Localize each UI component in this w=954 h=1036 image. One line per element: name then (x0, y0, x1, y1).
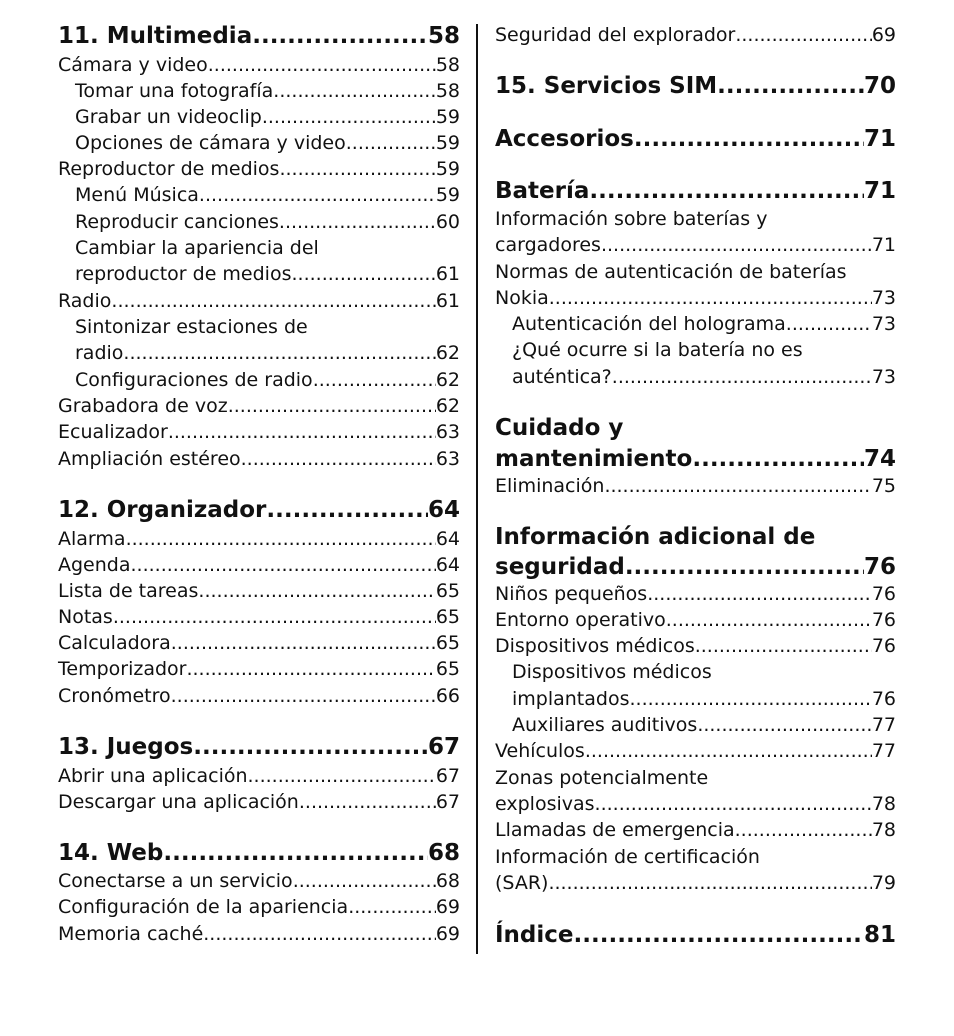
toc-entry-title: Auxiliares auditivos (512, 714, 698, 736)
page-number: 68 (435, 870, 460, 892)
toc-entry[interactable] (58, 450, 460, 469)
page-number: 59 (435, 132, 460, 154)
dot-leader (279, 160, 435, 179)
page-number: 62 (435, 342, 460, 364)
dot-leader (299, 793, 436, 812)
dot-leader (198, 582, 435, 601)
toc-entry-title: Grabar un videoclip (75, 106, 262, 128)
toc-entry[interactable] (495, 236, 896, 255)
toc-entry[interactable] (495, 477, 896, 496)
page-number: 68 (427, 840, 460, 866)
page-number: 58 (435, 54, 460, 76)
toc-entry-title: mantenimiento (495, 446, 693, 472)
page-number: 69 (871, 24, 896, 46)
toc-entry[interactable] (512, 716, 896, 735)
page-number: 69 (435, 923, 460, 945)
toc-chapter-entry[interactable] (58, 842, 460, 865)
page-number: 62 (435, 395, 460, 417)
dot-leader (171, 687, 436, 706)
page-number: 73 (871, 287, 896, 309)
toc-chapter-entry[interactable] (495, 180, 896, 203)
toc-entry[interactable] (495, 26, 896, 45)
page-number: 59 (435, 184, 460, 206)
column-divider (476, 24, 478, 954)
toc-entry-title: Entorno operativo (495, 609, 666, 631)
toc-entry-title: Reproductor de medios (58, 158, 280, 180)
page-number: 79 (871, 872, 896, 894)
dot-leader (123, 344, 435, 363)
dot-leader (248, 767, 436, 786)
toc-entry-title: Descargar una aplicación (58, 791, 299, 813)
toc-entry-title-line1: ¿Qué ocurre si la batería no es (512, 339, 803, 361)
toc-entry[interactable] (75, 134, 460, 153)
toc-entry[interactable] (75, 186, 460, 205)
dot-leader (574, 924, 864, 947)
toc-entry[interactable] (58, 56, 460, 75)
toc-entry[interactable] (58, 556, 460, 575)
toc-entry[interactable] (58, 925, 460, 944)
dot-leader (193, 736, 428, 759)
toc-entry-title: reproductor de medios (75, 263, 292, 285)
toc-entry-title-line1: Información sobre baterías y (495, 208, 768, 230)
page-number: 74 (863, 446, 896, 472)
toc-entry-title: 12. Organizador (58, 497, 267, 523)
toc-entry[interactable] (75, 371, 460, 390)
toc-entry[interactable] (512, 690, 896, 709)
toc-entry[interactable] (495, 795, 896, 814)
toc-chapter-entry[interactable] (495, 556, 896, 579)
dot-leader (601, 236, 872, 255)
toc-chapter-entry[interactable] (495, 924, 896, 947)
toc-entry[interactable] (58, 793, 460, 812)
page-number: 73 (871, 366, 896, 388)
toc-entry-title: cargadores (495, 234, 601, 256)
toc-entry[interactable] (495, 289, 896, 308)
toc-entry-title: Autenticación del holograma (512, 313, 786, 335)
dot-leader (168, 423, 436, 442)
dot-leader (131, 556, 436, 575)
dot-leader (595, 795, 872, 814)
toc-entry-title: Dispositivos médicos (495, 635, 695, 657)
page-number: 70 (863, 73, 896, 99)
page-number: 66 (435, 685, 460, 707)
dot-leader (549, 289, 872, 308)
toc-entry-title-line1: Dispositivos médicos (512, 661, 712, 683)
dot-leader (548, 874, 871, 893)
dot-leader (697, 716, 872, 735)
toc-entry[interactable] (58, 160, 460, 179)
toc-entry-title: auténtica? (512, 366, 612, 388)
toc-entry-title: (SAR) (495, 872, 549, 894)
toc-entry-title: Configuraciones de radio (75, 369, 313, 391)
toc-entry[interactable] (495, 585, 896, 604)
dot-leader (228, 397, 436, 416)
toc-entry-title: Ecualizador (58, 421, 168, 443)
toc-entry[interactable] (58, 292, 460, 311)
dot-leader (585, 742, 872, 761)
dot-leader (630, 690, 872, 709)
page-number: 71 (871, 234, 896, 256)
toc-entry[interactable] (75, 213, 460, 232)
dot-leader (625, 556, 864, 579)
dot-leader (203, 925, 436, 944)
dot-leader (279, 213, 436, 232)
toc-entry[interactable] (495, 742, 896, 761)
toc-entry-title: Vehículos (495, 740, 585, 762)
page-number: 76 (863, 554, 896, 580)
toc-entry-title: Menú Música (75, 184, 199, 206)
page-number: 64 (435, 554, 460, 576)
dot-leader (735, 26, 871, 45)
toc-entry-title: seguridad (495, 554, 625, 580)
toc-entry[interactable] (58, 872, 460, 891)
page-number: 64 (435, 528, 460, 550)
dot-leader (604, 477, 871, 496)
dot-leader (292, 265, 436, 284)
dot-leader (113, 608, 436, 627)
toc-entry-title: 13. Juegos (58, 734, 194, 760)
toc-chapter-entry[interactable] (495, 448, 896, 471)
dot-leader (346, 134, 436, 153)
toc-entry-title: Alarma (58, 528, 126, 550)
dot-leader (262, 108, 436, 127)
page-number: 59 (435, 158, 460, 180)
dot-leader (692, 448, 864, 471)
page-number: 76 (871, 635, 896, 657)
toc-entry-title: implantados (512, 688, 630, 710)
dot-leader (111, 292, 435, 311)
toc-entry-title: Reproducir canciones (75, 211, 279, 233)
toc-entry-title: Abrir una aplicación (58, 765, 248, 787)
toc-entry[interactable] (58, 898, 460, 917)
page-number: 76 (871, 583, 896, 605)
toc-entry-title: radio (75, 342, 124, 364)
dot-leader (612, 368, 872, 387)
dot-leader (348, 898, 436, 917)
dot-leader (666, 611, 872, 630)
toc-entry[interactable] (58, 397, 460, 416)
toc-entry-title: Agenda (58, 554, 131, 576)
dot-leader (241, 450, 436, 469)
toc-entry[interactable] (75, 82, 460, 101)
page-number: 61 (435, 290, 460, 312)
toc-entry[interactable] (495, 611, 896, 630)
toc-entry-title: Configuración de la apariencia (58, 896, 349, 918)
page-number: 77 (871, 714, 896, 736)
page-number: 76 (871, 609, 896, 631)
dot-leader (252, 25, 428, 48)
dot-leader (208, 56, 436, 75)
dot-leader (163, 842, 428, 865)
dot-leader (273, 82, 436, 101)
dot-leader (313, 371, 436, 390)
toc-entry-title-line1: Información de certificación (495, 846, 760, 868)
page-number: 81 (863, 922, 896, 948)
toc-entry-title: 14. Web (58, 840, 164, 866)
toc-entry-title: Grabadora de voz (58, 395, 228, 417)
toc-entry[interactable] (75, 265, 460, 284)
toc-entry[interactable] (495, 821, 896, 840)
toc-chapter-entry[interactable] (58, 499, 460, 522)
toc-chapter-entry[interactable] (58, 736, 460, 759)
page-number: 65 (435, 658, 460, 680)
dot-leader (735, 821, 872, 840)
toc-entry-title-line1: Cuidado y (495, 415, 624, 441)
dot-leader (266, 499, 428, 522)
dot-leader (186, 660, 435, 679)
page-number: 60 (435, 211, 460, 233)
toc-entry-title-line1: Sintonizar estaciones de (75, 316, 308, 338)
page-number: 65 (435, 580, 460, 602)
toc-chapter-entry[interactable] (495, 75, 896, 98)
toc-entry[interactable] (58, 608, 460, 627)
toc-entry-title-line1: Información adicional de (495, 524, 816, 550)
dot-leader (589, 180, 864, 203)
page-number: 71 (863, 126, 896, 152)
toc-entry-title: 11. Multimedia (58, 23, 253, 49)
page-number: 62 (435, 369, 460, 391)
toc-chapter-entry[interactable] (495, 128, 896, 151)
toc-entry[interactable] (58, 582, 460, 601)
toc-entry[interactable] (512, 315, 896, 334)
dot-leader (171, 634, 436, 653)
page-number: 67 (435, 765, 460, 787)
page-number: 59 (435, 106, 460, 128)
toc-entry-title: Cámara y video (58, 54, 208, 76)
toc-entry-title: Opciones de cámara y video (75, 132, 346, 154)
toc-entry-title: Llamadas de emergencia (495, 819, 735, 841)
toc-entry-title-line1: Cambiar la apariencia del (75, 237, 319, 259)
toc-entry-title: Accesorios (495, 126, 634, 152)
toc-entry[interactable] (75, 108, 460, 127)
page-number: 63 (435, 448, 460, 470)
toc-entry[interactable] (58, 530, 460, 549)
page-number: 78 (871, 793, 896, 815)
page-number: 77 (871, 740, 896, 762)
page-number: 78 (871, 819, 896, 841)
toc-entry-title: Nokia (495, 287, 549, 309)
toc-entry-title: Conectarse a un servicio (58, 870, 293, 892)
toc-entry-title: Tomar una fotografía (75, 80, 274, 102)
dot-leader (293, 872, 436, 891)
page-number: 61 (435, 263, 460, 285)
page-number: 67 (435, 791, 460, 813)
dot-leader (786, 315, 872, 334)
toc-entry[interactable] (58, 767, 460, 786)
toc-entry[interactable] (512, 368, 896, 387)
toc-entry-title: Índice (495, 922, 574, 948)
page-number: 64 (427, 497, 460, 523)
toc-entry-title: Radio (58, 290, 112, 312)
toc-entry[interactable] (58, 634, 460, 653)
page-number: 65 (435, 632, 460, 654)
toc-entry-title-line1: Normas de autenticación de baterías (495, 261, 847, 283)
dot-leader (695, 637, 872, 656)
dot-leader (126, 530, 436, 549)
toc-entry-title: Lista de tareas (58, 580, 199, 602)
toc-entry-title: Cronómetro (58, 685, 171, 707)
toc-entry[interactable] (58, 687, 460, 706)
toc-entry[interactable] (495, 874, 896, 893)
toc-entry[interactable] (58, 660, 460, 679)
toc-entry-title: explosivas (495, 793, 595, 815)
page-number: 65 (435, 606, 460, 628)
toc-chapter-entry[interactable] (58, 25, 460, 48)
toc-entry-title: Temporizador (58, 658, 187, 680)
toc-entry-title: Batería (495, 178, 590, 204)
page-number: 76 (871, 688, 896, 710)
dot-leader (634, 128, 864, 151)
page-number: 75 (871, 475, 896, 497)
toc-entry-title: Ampliación estéreo (58, 448, 241, 470)
toc-entry-title: 15. Servicios SIM (495, 73, 718, 99)
dot-leader (717, 75, 864, 98)
toc-entry-title: Seguridad del explorador (495, 24, 736, 46)
toc-entry[interactable] (495, 637, 896, 656)
dot-leader (199, 186, 436, 205)
page-number: 58 (427, 23, 460, 49)
toc-entry-title: Memoria caché (58, 923, 204, 945)
toc-entry-title: Niños pequeños (495, 583, 648, 605)
toc-entry-title-line1: Zonas potencialmente (495, 767, 709, 789)
toc-entry[interactable] (75, 344, 460, 363)
page-number: 67 (427, 734, 460, 760)
page-number: 63 (435, 421, 460, 443)
toc-entry-title: Calculadora (58, 632, 171, 654)
page-number: 71 (863, 178, 896, 204)
page-number: 58 (435, 80, 460, 102)
page-number: 69 (435, 896, 460, 918)
dot-leader (647, 585, 872, 604)
page-number: 73 (871, 313, 896, 335)
toc-entry-title: Eliminación (495, 475, 605, 497)
toc-entry[interactable] (58, 423, 460, 442)
toc-entry-title: Notas (58, 606, 113, 628)
